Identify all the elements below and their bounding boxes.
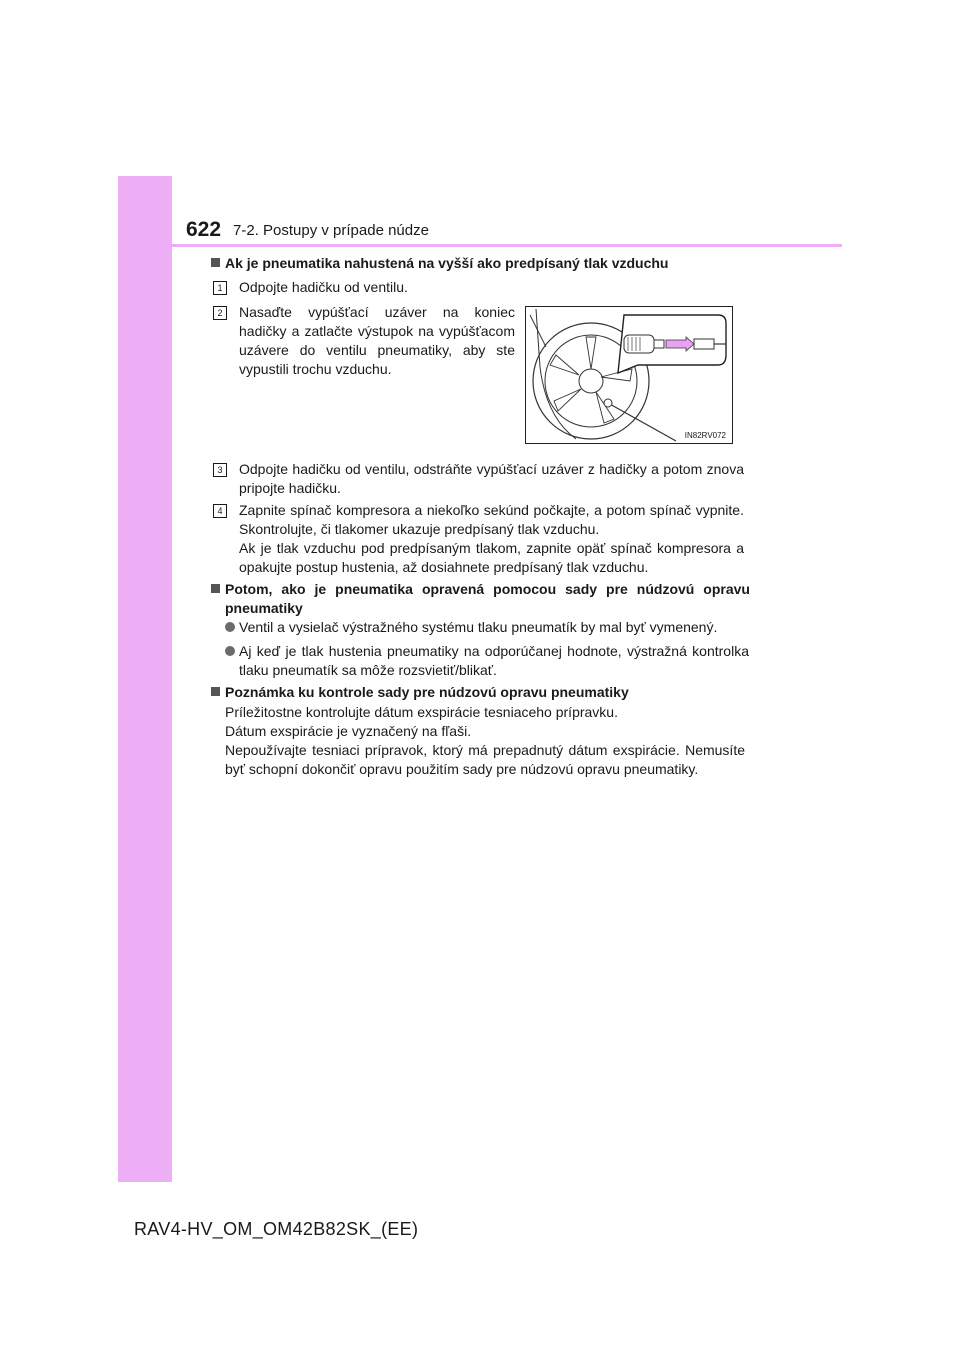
step-number: 2 (213, 306, 227, 320)
sidebar-tab (118, 176, 172, 1182)
square-bullet-icon (211, 258, 220, 267)
section-heading: Poznámka ku kontrole sady pre núdzovú opravu pneumatiky (211, 683, 750, 702)
step-number: 3 (213, 463, 227, 477)
bullet-icon (225, 622, 235, 632)
step-text: Nasaďte vypúšťací uzáver na koniec hadičky a zatlačte výstupok na vypúšťacom uzávere do ventilu pneumatiky, aby ste vypustili trochu vzduchu. (239, 304, 515, 377)
bullet-icon (225, 646, 235, 656)
note-line: Nepoužívajte tesniaci prípravok, ktorý má prepadnutý dátum exspirácie. Nemusíte byť schopní dokončiť opravu použitím sady pre núdzovú opravu pneumatiky. (225, 742, 745, 777)
note-line: Príležitostne kontrolujte dátum exspirácie tesniaceho prípravku. (225, 704, 618, 720)
square-bullet-icon (211, 687, 220, 696)
bullet-text: Aj keď je tlak hustenia pneumatiky na odporúčanej hodnote, výstražná kontrolka tlaku pneumatík sa môže rozsvietiť/blikať. (239, 643, 749, 678)
step-number: 4 (213, 504, 227, 518)
illustration-code: IN82RV072 (684, 431, 726, 440)
page-number: 622 (186, 218, 222, 241)
square-bullet-icon (211, 584, 220, 593)
step-text: Odpojte hadičku od ventilu. (239, 279, 408, 295)
step-number: 1 (213, 281, 227, 295)
step-text: Odpojte hadičku od ventilu, odstráňte vypúšťací uzáver z hadičky a potom znova pripojte hadičku. (239, 461, 744, 496)
note-line: Dátum exspirácie je vyznačený na fľaši. (225, 723, 472, 739)
section-heading: Ak je pneumatika nahustená na vyšší ako predpísaný tlak vzduchu (211, 254, 750, 273)
section-title: 7-2. Postupy v prípade núdze (233, 222, 429, 239)
tire-deflation-illustration (525, 306, 733, 444)
step-text: Ak je tlak vzduchu pod predpísaným tlakom, zapnite opäť spínač kompresora a opakujte postup hustenia, až dosiahnete predpísaný tlak vzduchu. (239, 540, 744, 575)
document-footer: RAV4-HV_OM_OM42B82SK_(EE) (134, 1219, 419, 1239)
step-text: Zapnite spínač kompresora a niekoľko sekúnd počkajte, a potom spínač vypnite. Skontrolujte, či tlakomer ukazuje predpísaný tlak vzduchu. (239, 502, 744, 537)
section-heading: Potom, ako je pneumatika opravená pomocou sady pre núdzovú opravu pneumatiky (211, 580, 750, 618)
header-divider (172, 244, 842, 247)
bullet-text: Ventil a vysielač výstražného systému tlaku pneumatík by mal byť vymenený. (239, 619, 718, 635)
